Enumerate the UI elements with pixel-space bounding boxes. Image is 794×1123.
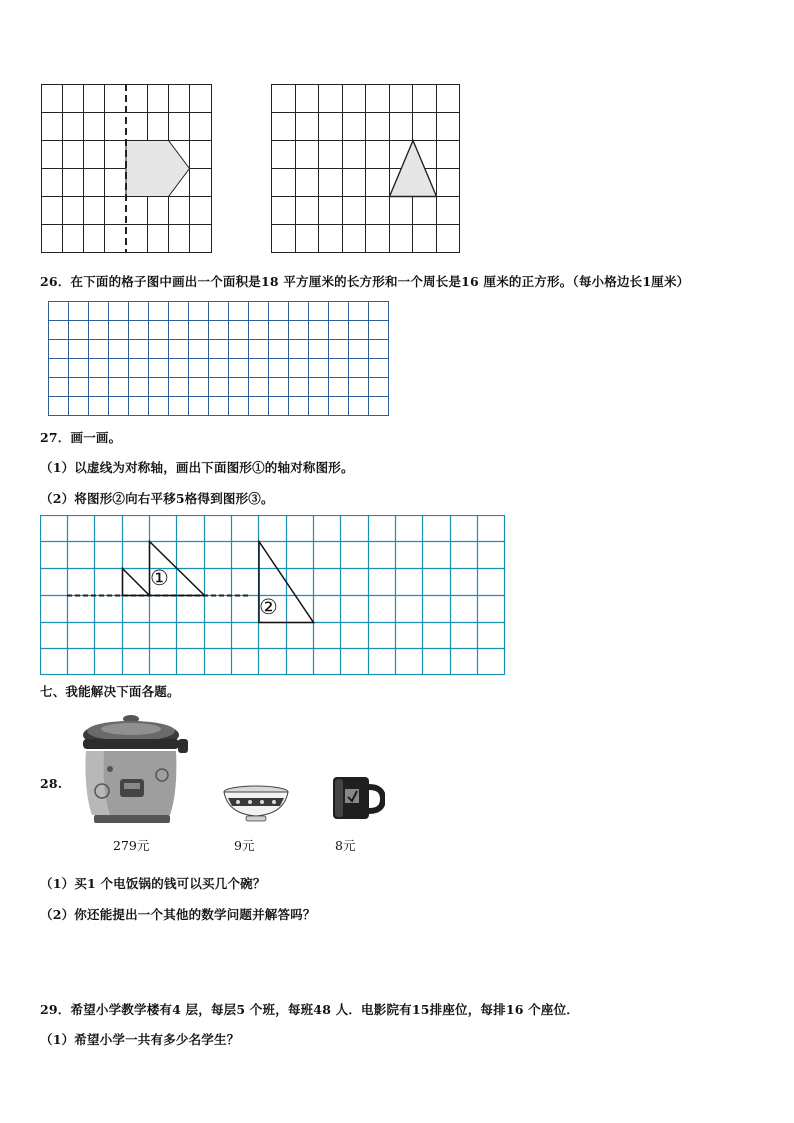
mug-price: 8元 <box>335 838 356 853</box>
pentagon-shape <box>126 141 190 197</box>
symmetry-grid-right <box>271 84 461 254</box>
question-28-part-1: （1）买1 个电饭锅的钱可以买几个碗？ <box>40 876 266 891</box>
question-28-number: 28. <box>40 776 63 791</box>
question-27-part-1: （1）以虚线为对称轴，画出下面图形①的轴对称图形。 <box>40 460 354 475</box>
question-29: 29．希望小学教学楼有4 层，每层5 个班，每班48 人．电影院有15排座位，每排16 个座位． <box>40 1002 579 1017</box>
question-27-part-2: （2）将图形②向右平移5格得到图形③。 <box>40 491 274 506</box>
shape-1-label: ① <box>150 566 169 590</box>
section-7-title: 七、我能解决下面各题。 <box>40 684 180 699</box>
rice-cooker-image <box>80 711 192 831</box>
question-26: 26．在下面的格子图中画出一个面积是18 平方厘米的长方形和一个周长是16 厘米的正方形。（每小格边长1厘米） <box>40 274 690 289</box>
question-29-part-1: （1）希望小学一共有多少名学生？ <box>40 1032 240 1047</box>
bowl-price: 9元 <box>234 838 255 853</box>
question-27-title: 27．画一画。 <box>40 430 122 445</box>
bowl-image <box>222 784 290 824</box>
question-28-part-2: （2）你还能提出一个其他的数学问题并解答吗？ <box>40 907 316 922</box>
symmetry-grid-left <box>41 84 213 254</box>
mug-image <box>331 775 385 821</box>
shape-2-label: ② <box>259 595 278 619</box>
rice-cooker-price: 279元 <box>113 838 150 853</box>
drawing-grid-q26[interactable] <box>48 301 390 417</box>
